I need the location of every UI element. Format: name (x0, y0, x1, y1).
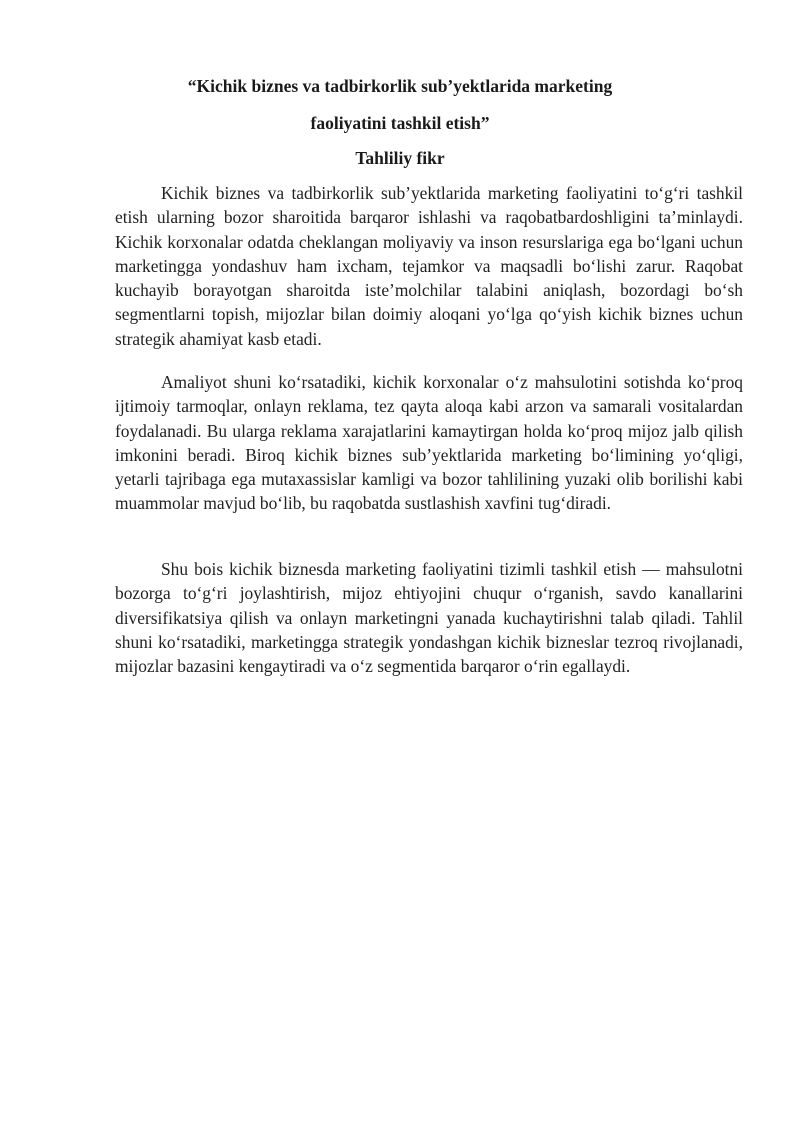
paragraph-2: Amaliyot shuni ko‘rsatadiki, kichik korxonalar o‘z mahsulotini sotishda ko‘proq ijtimoiy tarmoqlar, onlayn reklama, tez qayta aloqa kabi arzon va samarali vositalardan foydalanadi. Bu ularga reklama xarajatlarini kamaytirgan holda ko‘proq mijoz jalb qilish imkonini beradi. Biroq kichik biznes sub’yektlarida marketing bo‘limining yo‘qligi, yetarli tajribaga ega mutaxassislar kamligi va bozor tahlilining yuzaki olib borilishi kabi muammolar mavjud bo‘lib, bu raqobatda sustlashish xavfini tug‘diradi. (115, 372, 743, 514)
paragraph-3: Shu bois kichik biznesda marketing faoliyatini tizimli tashkil etish — mahsulotni bozorga to‘g‘ri joylashtirish, mijoz ehtiyojini chuqur o‘rganish, savdo kanallarini diversifikatsiya qilish va onlayn marketingni yanada kuchaytirishni talab qiladi. Tahlil shuni ko‘rsatadiki, marketingga strategik yondashgan kichik bizneslar tezroq rivojlanadi, mijozlar bazasini kengaytiradi va o‘z segmentida barqaror o‘rin egallaydi. (115, 559, 743, 677)
document-title-line-2: faoliyatini tashkil etish” (310, 113, 490, 133)
document-title-line-1: “Kichik biznes va tadbirkorlik sub’yektlarida marketing (187, 76, 613, 96)
paragraph-2-container (115, 370, 743, 516)
paragraph-3-container (115, 557, 743, 678)
paragraph-1-container (115, 181, 743, 351)
paragraph-1: Kichik biznes va tadbirkorlik sub’yektlarida marketing faoliyatini to‘g‘ri tashkil etish ularning bozor sharoitida barqaror ishlashi va raqobatbardoshligini ta’minlaydi. Kichik korxonalar odatda cheklangan moliyaviy va inson resurslariga ega bo‘lgani uchun marketingga yondashuv ham ixcham, tejamkor va maqsadli bo‘lishi zarur. Raqobat kuchayib borayotgan sharoitda iste’molchilar talabini aniqlash, bozordagi bo‘sh segmentlarni topish, mijozlar bilan doimiy aloqani yo‘lga qo‘yish kichik biznes uchun strategik ahamiyat kasb etadi. (115, 183, 743, 349)
document-subtitle: Tahliliy fikr (355, 148, 445, 168)
